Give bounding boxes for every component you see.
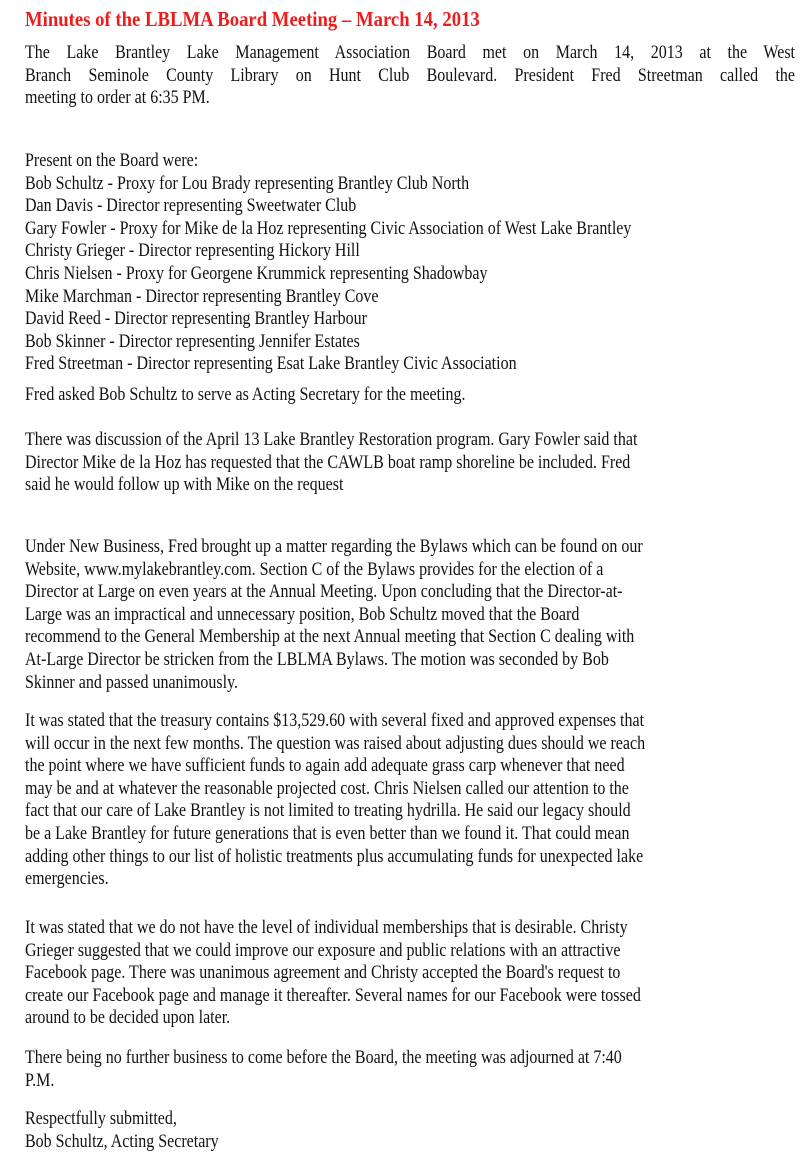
attendee-line: Dan Davis - Director representing Sweetwater Club xyxy=(25,195,357,217)
text-line: There being no further business to come before the Board, the meeting was adjourned at 7:40 xyxy=(25,1047,622,1068)
text-line: emergencies. xyxy=(25,868,109,890)
text-line: Large was an impractical and unnecessary position, Bob Schultz moved that the Board xyxy=(25,603,580,625)
text-line: Skinner and passed unanimously. xyxy=(25,671,239,693)
text-line: will occur in the next few months. The question was raised about adjusting dues should we reach xyxy=(25,732,646,754)
text-line: around to be decided upon later. xyxy=(25,1007,231,1029)
text-line: said he would follow up with Mike on the request xyxy=(25,474,344,496)
text-line: It was stated that the treasury contains $13,529.60 with several fixed and approved expenses that xyxy=(25,710,645,731)
text-line: adding other things to our list of holistic treatments plus accumulating funds for unexpected lake xyxy=(25,845,644,867)
attendee-line: David Reed - Director representing Brantley Harbour xyxy=(25,308,367,330)
text-line: Under New Business, Fred brought up a matter regarding the Bylaws which can be found on our xyxy=(25,536,643,557)
text-line: create our Facebook page and manage it thereafter. Several names for our Facebook were tossed xyxy=(25,984,641,1006)
attendee-line: Bob Schultz - Proxy for Lou Brady representing Brantley Club North xyxy=(25,172,470,194)
text-line: Website, www.mylakebrantley.com. Section C of the Bylaws provides for the election of a xyxy=(25,558,604,580)
text-line: Respectfully submitted, xyxy=(25,1108,177,1129)
attendee-line: Mike Marchman - Director representing Brantley Cove xyxy=(25,285,379,307)
text-line: Branch Seminole County Library on Hunt Club Boulevard. President Fred Streetman called the xyxy=(25,64,795,86)
text-line: fact that our care of Lake Brantley is not limited to treating hydrilla. He said our legacy should xyxy=(25,800,631,822)
attendee-line: Chris Nielsen - Proxy for Georgene Krummick representing Shadowbay xyxy=(25,263,488,284)
text-line: Present on the Board were: xyxy=(25,150,199,171)
text-line: At-Large Director be stricken from the LBLMA Bylaws. The motion was seconded by Bob xyxy=(25,649,609,670)
text-line: recommend to the General Membership at the next Annual meeting that Section C dealing with xyxy=(25,626,635,648)
text-line: It was stated that we do not have the level of individual memberships that is desirable. Christy xyxy=(25,917,628,938)
text-line: Director Mike de la Hoz has requested that the CAWLB boat ramp shoreline be included. Fred xyxy=(25,451,631,473)
text-line: Director at Large on even years at the Annual Meeting. Upon concluding that the Director-at- xyxy=(25,581,623,603)
attendee-line: Christy Grieger - Director representing Hickory Hill xyxy=(25,240,360,262)
document-title: Minutes of the LBLMA Board Meeting – March 14, 2013 xyxy=(25,7,480,31)
text-line: There was discussion of the April 13 Lake Brantley Restoration program. Gary Fowler said that xyxy=(25,429,638,450)
attendee-line: Gary Fowler - Proxy for Mike de la Hoz representing Civic Association of West Lake Brantley xyxy=(25,217,632,239)
text-line: be a Lake Brantley for future generations that is even better than we found it. That could mean xyxy=(25,823,630,844)
text-line: may be and at whatever the reasonable projected cost. Chris Nielsen called our attention to the xyxy=(25,777,629,799)
text-line: Bob Schultz, Acting Secretary xyxy=(25,1130,219,1152)
attendee-line: Bob Skinner - Director representing Jennifer Estates xyxy=(25,330,360,352)
text-line: The Lake Brantley Lake Management Association Board met on March 14, 2013 at the West xyxy=(25,42,795,63)
text-line: Grieger suggested that we could improve our exposure and public relations with an attractive xyxy=(25,939,621,961)
text-line: Fred asked Bob Schultz to serve as Acting Secretary for the meeting. xyxy=(25,384,466,405)
text-line: Facebook page. There was unanimous agreement and Christy accepted the Board's request to xyxy=(25,962,621,984)
text-line: P.M. xyxy=(25,1069,55,1091)
text-line: meeting to order at 6:35 PM. xyxy=(25,87,210,109)
text-line: the point where we have sufficient funds to again add adequate grass carp whenever that need xyxy=(25,755,625,777)
attendee-line: Fred Streetman - Director representing Esat Lake Brantley Civic Association xyxy=(25,353,517,375)
